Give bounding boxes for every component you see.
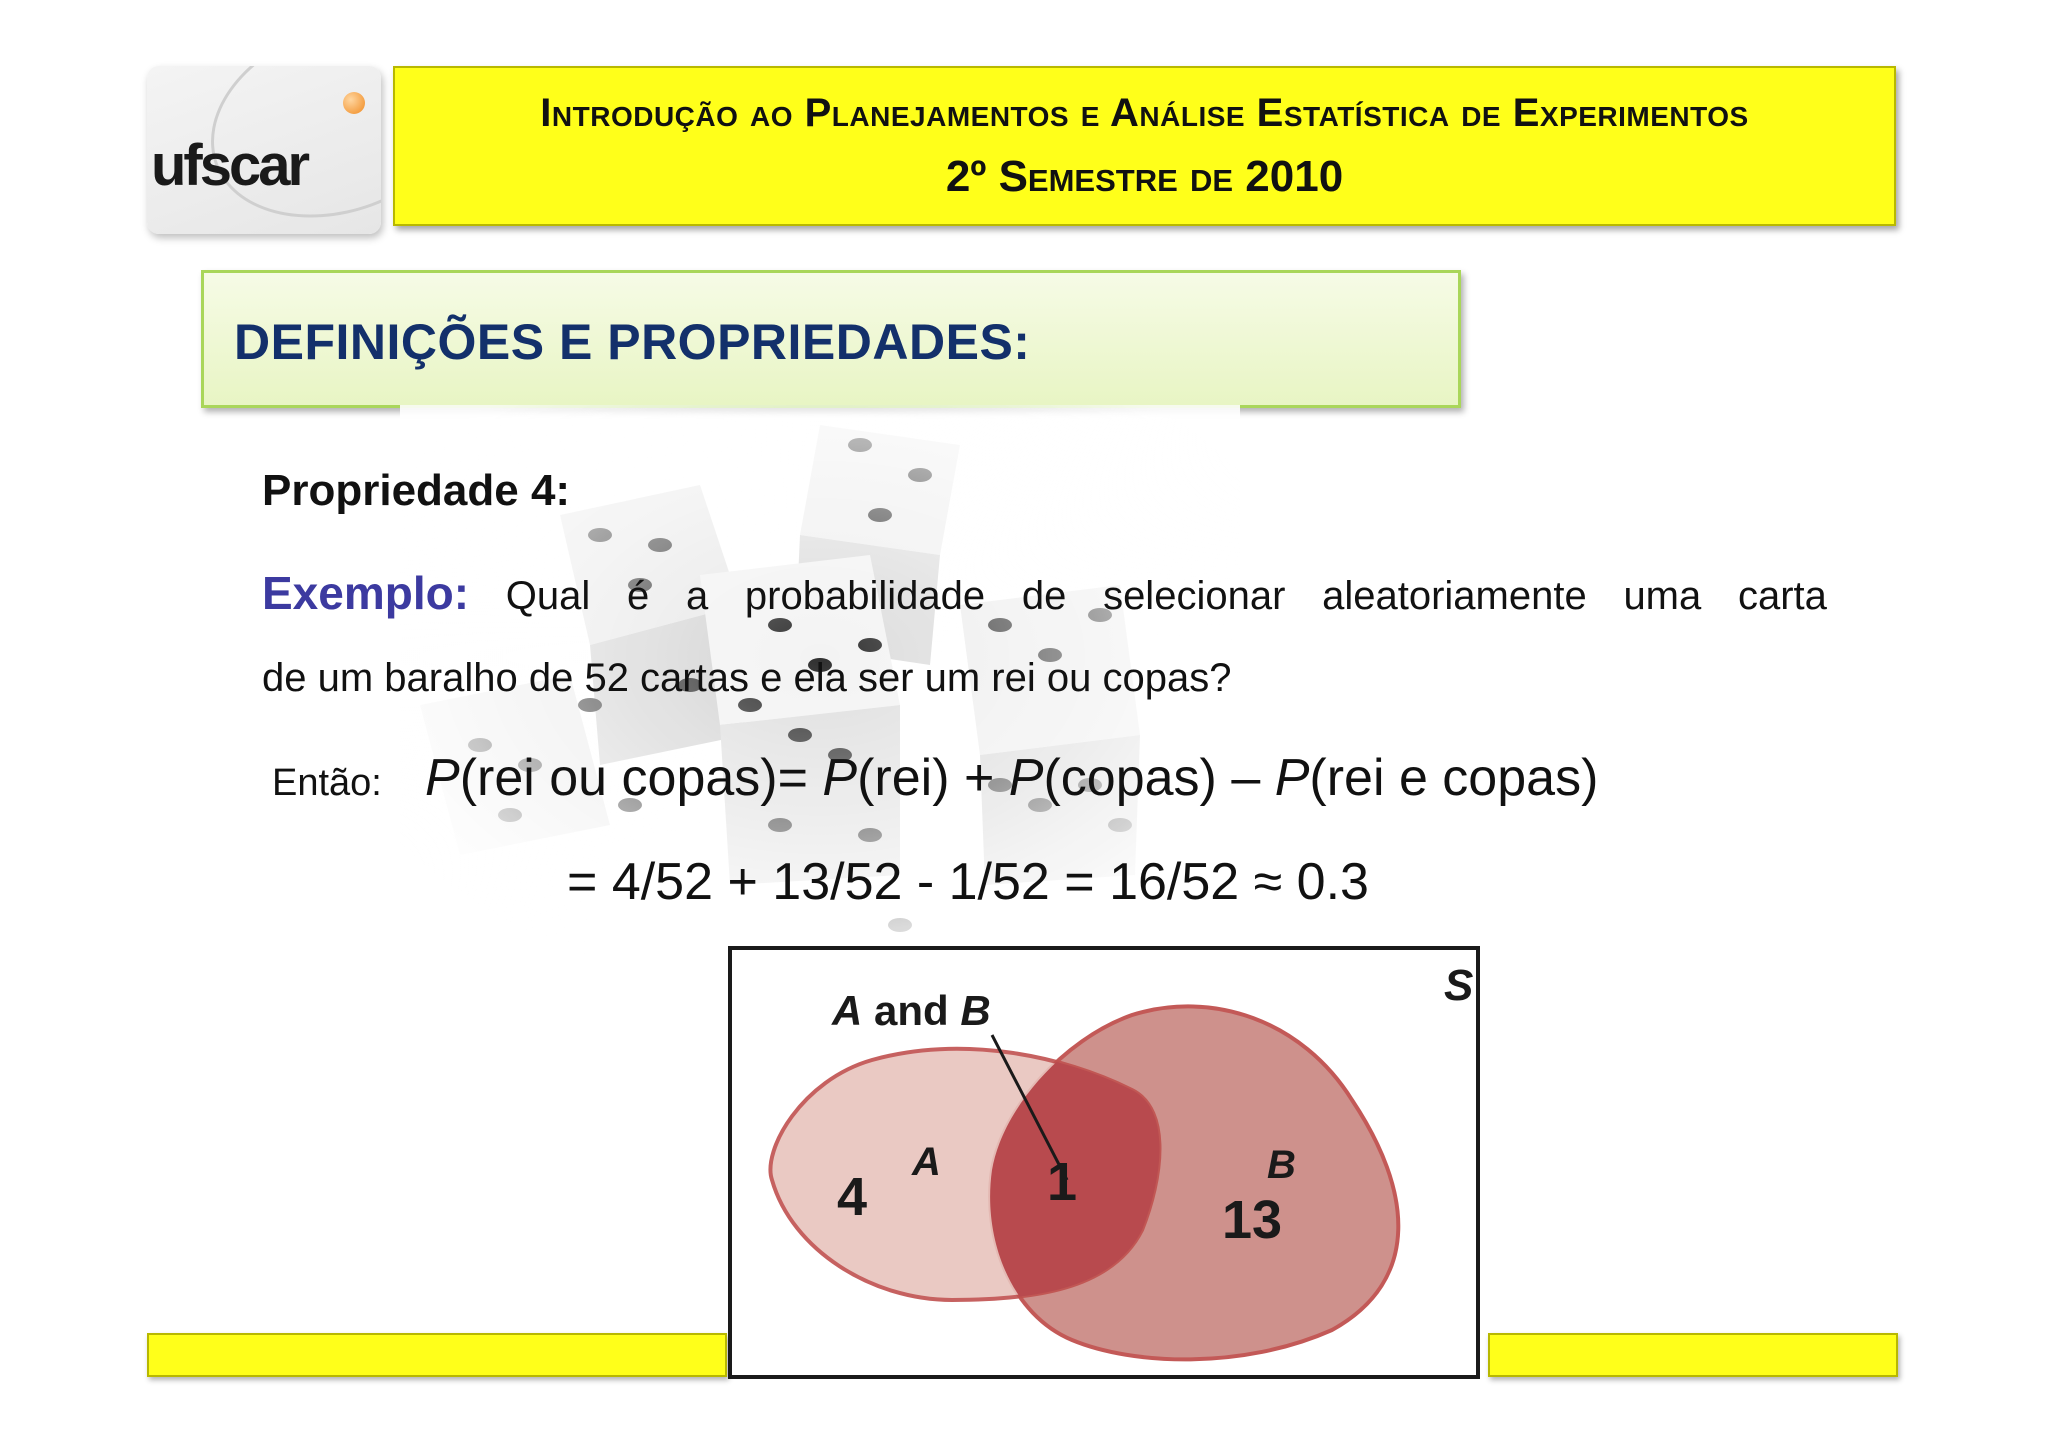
- example-word: a: [685, 574, 709, 618]
- intersection-label: A and B: [832, 987, 991, 1034]
- example-word: uma: [1623, 574, 1702, 618]
- section-title: DEFINIÇÕES E PROPRIEDADES:: [234, 314, 1031, 370]
- count-a-only: 4: [837, 1167, 868, 1227]
- footer-bar-right: [1488, 1333, 1898, 1377]
- example-question-continuation: de um baralho de 52 cartas e ela ser um rei ou copas?: [262, 656, 1232, 700]
- formula-term: (rei) +: [857, 749, 1009, 807]
- example-line: [262, 566, 1827, 620]
- example-word: Qual: [505, 574, 591, 618]
- example-word: de: [1021, 574, 1067, 618]
- then-label: Então:: [272, 762, 382, 804]
- set-a-label: A: [912, 1140, 941, 1184]
- example-word: carta: [1737, 574, 1827, 618]
- venn-diagram: [728, 946, 1480, 1379]
- property-heading: Propriedade 4:: [262, 466, 571, 515]
- header-title: Introdução ao Planejamentos e Análise Estatística de Experimentos: [540, 90, 1749, 135]
- logo-text: ufscar: [151, 133, 308, 198]
- formula-term: (copas) –: [1043, 749, 1275, 807]
- formula-union: [425, 748, 1598, 808]
- ufscar-logo: [147, 66, 381, 234]
- formula-term: (rei e copas): [1309, 749, 1599, 807]
- count-both: 1: [1047, 1152, 1078, 1212]
- formula-p: P: [1274, 749, 1310, 807]
- formula-term: (rei ou copas)=: [459, 749, 823, 807]
- example-word: selecionar: [1103, 574, 1286, 618]
- footer-bar-left: [147, 1333, 727, 1377]
- sample-space-label: S: [1444, 961, 1474, 1010]
- formula-p: P: [822, 749, 858, 807]
- example-word: é: [626, 574, 650, 618]
- section-title-box: [201, 270, 1461, 408]
- set-b-label: B: [1267, 1143, 1296, 1187]
- venn-svg: [732, 950, 1476, 1375]
- formula-p: P: [425, 749, 460, 807]
- logo-orb-icon: [343, 92, 365, 114]
- header-subtitle: 2º Semestre de 2010: [945, 151, 1344, 201]
- formula-result: = 4/52 + 13/52 - 1/52 = 16/52 ≈ 0.3: [567, 853, 1369, 911]
- header-banner: [393, 66, 1896, 226]
- example-label: Exemplo:: [262, 567, 470, 619]
- example-word: aleatoriamente: [1322, 574, 1587, 618]
- count-b-only: 13: [1222, 1190, 1283, 1250]
- example-word: probabilidade: [744, 574, 986, 618]
- formula-p: P: [1008, 749, 1044, 807]
